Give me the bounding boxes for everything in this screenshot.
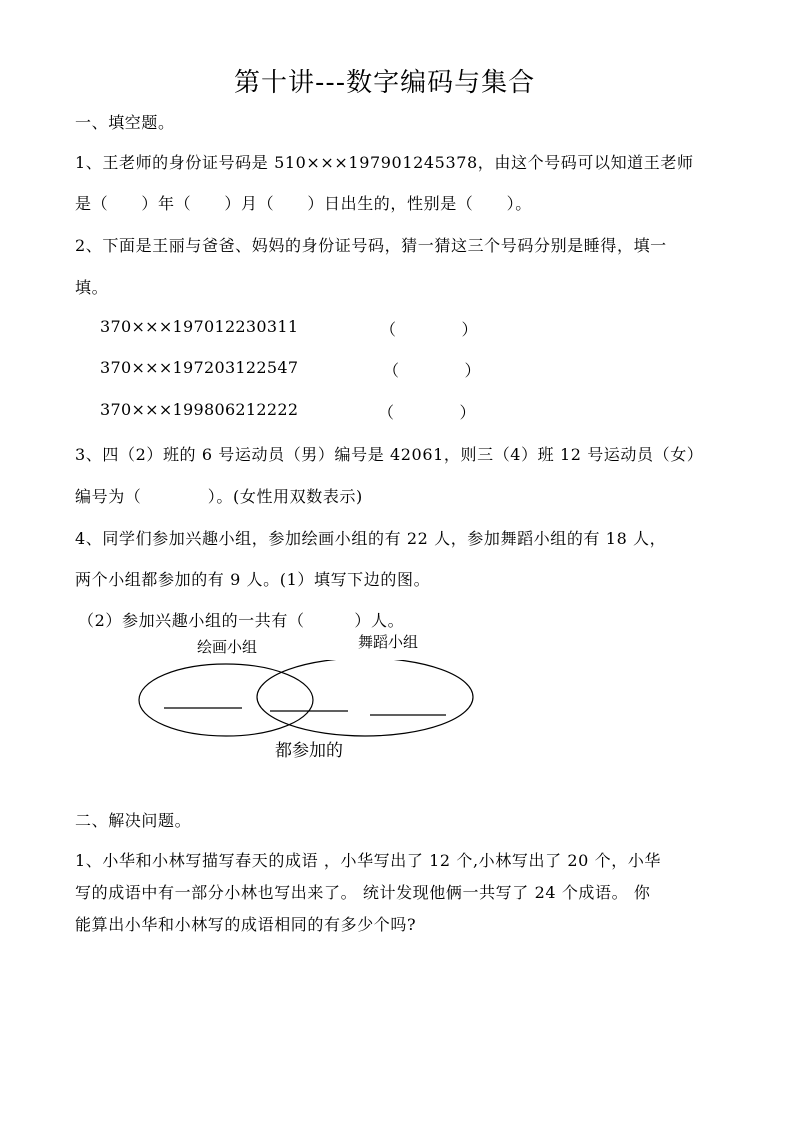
answer-blank-1[interactable]: （ ）: [380, 320, 478, 339]
venn-ellipse-painting: [139, 664, 313, 736]
problem-1-line-2: 写的成语中有一部分小林也写出来了。 统计发现他俩一共写了 24 个成语。 你: [75, 883, 651, 902]
section-heading-fill-blanks: 一、填空题。: [75, 113, 175, 132]
id-number-2: 370×××197203122547: [100, 358, 299, 377]
question-4-line-1: 4、同学们参加兴趣小组，参加绘画小组的有 22 人，参加舞蹈小组的有 18 人，: [75, 529, 667, 548]
problem-1-line-3: 能算出小华和小林写的成语相同的有多少个吗?: [75, 915, 417, 934]
problem-1-line-1: 1、小华和小林写描写春天的成语 ，小华写出了 12 个,小林写出了 20 个，小华: [75, 851, 662, 870]
answer-blank-3[interactable]: （ ）: [378, 403, 476, 422]
venn-right-label: 舞蹈小组: [358, 633, 419, 651]
question-4-line-2: 两个小组都参加的有 9 人。(1）填写下边的图。: [75, 570, 431, 589]
id-number-3: 370×××199806212222: [100, 400, 299, 419]
question-4-line-3: （2）参加兴趣小组的一共有（ ）人。: [78, 611, 405, 630]
question-3-line-2: 编号为（ ）。(女性用双数表示): [75, 487, 363, 506]
question-3-line-1: 3、四（2）班的 6 号运动员（男）编号是 42061，则三（4）班 12 号运动员（女）: [75, 445, 704, 464]
question-1-line-1: 1、王老师的身份证号码是 510×××197901245378，由这个号码可以知道王老师: [75, 153, 694, 172]
section-heading-solve: 二、解决问题。: [75, 811, 192, 830]
question-1-line-2: 是（ ）年（ ）月（ ）日出生的，性别是（ ）。: [75, 194, 532, 213]
question-2-line-1: 2、下面是王丽与爸爸、妈妈的身份证号码，猜一猜这三个号码分别是睡得，填一: [75, 236, 667, 255]
venn-ellipse-dance: [257, 660, 473, 736]
page-title: 第十讲---数字编码与集合: [234, 68, 536, 98]
venn-left-label: 绘画小组: [197, 638, 258, 656]
venn-overlap-label: 都参加的: [275, 741, 343, 761]
id-number-1: 370×××197012230311: [100, 317, 299, 336]
answer-blank-2[interactable]: （ ）: [383, 361, 481, 380]
question-2-line-2: 填。: [75, 278, 109, 297]
venn-diagram: [130, 660, 480, 740]
